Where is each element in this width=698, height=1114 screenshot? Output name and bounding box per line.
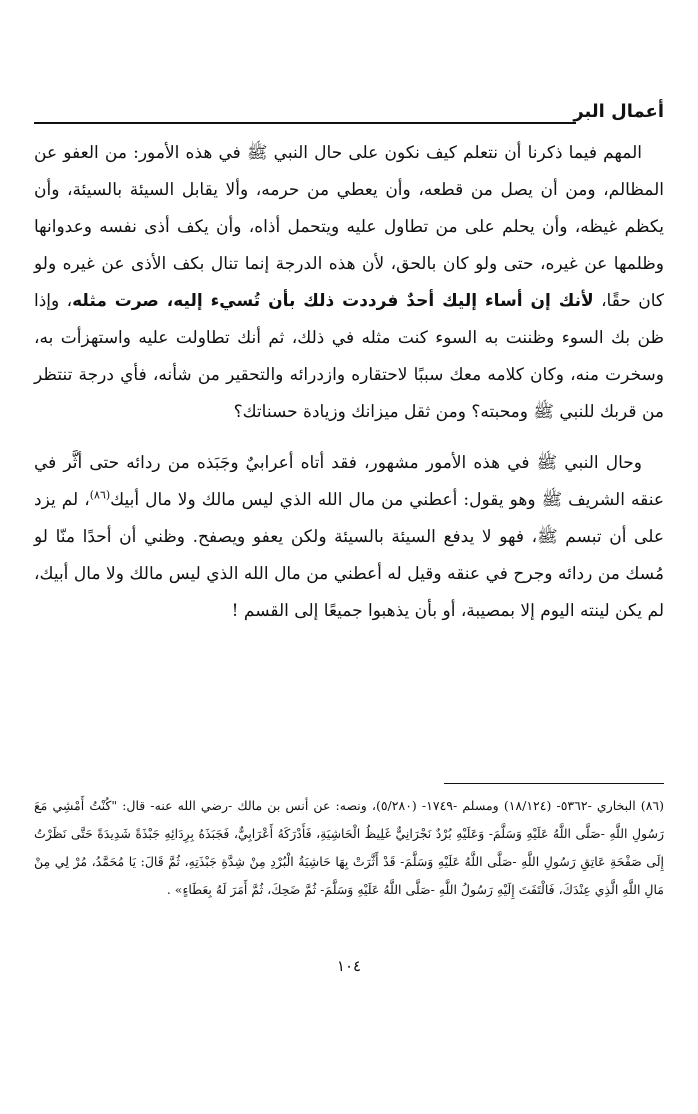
paragraph-1-bold-text: لأنك إن أساء إليك أحدٌ فرددت ذلك بأن تُسيء إليه، صرت مثله <box>72 291 594 311</box>
header-rule <box>34 122 576 124</box>
running-title: أعمال البر <box>573 101 664 122</box>
running-header <box>34 100 664 136</box>
paragraph-1-text-b: ، وإذا ظن بك السوء وظننت به السوء كنت مثله في ذلك، ثم أنك تطاولت عليه واستهزأت به، وسخرت منه، وكان كلامه معك سببًا لاحتقاره وازدرائه والتحقير من شأنه، فأي درجة تنتظر من قربك للنبي ﷺ ومحبته؟ ومن ثقل ميزانك وزيادة حسناتك؟ <box>34 291 664 422</box>
paragraph-2-text-a: وحال النبي ﷺ في هذه الأمور مشهور، فقد أتاه أعرابيٌ وجَبَذه من ردائه حتى أثَّر في عنقه الشريف ﷺ وهو يقول: أعطني من مال الله الذي ليس مالك ولا مال أبيك <box>34 453 664 510</box>
footnotes <box>34 792 664 904</box>
page-number: ١٠٤ <box>336 957 362 975</box>
main-text <box>34 135 664 630</box>
footnote-86: (٨٦) البخاري -٥٣٦٢- (١٨/١٢٤) ومسلم -١٧٤٩- (٥/٢٨٠)، ونصه: عن أنس بن مالك -رضي الله عنه- قال: "كُنْتُ أَمْشِي مَعَ رَسُولِ اللَّهِ -صَلَّى اللَّهُ عَلَيْهِ وَسَلَّمَ- وَعَلَيْهِ بُرْدٌ نَجْرَانِيٌّ غَلِيظُ الْحَاشِيَةِ، فَأَدْرَكَهُ أَعْرَابِيٌّ، فَجَبَذَهُ بِرِدَائِهِ جَبْذَةً شَدِيدَةً حَتَّى نَظَرْتُ إِلَى صَفْحَةِ عَاتِقِ رَسُولِ اللَّهِ -صَلَّى اللَّهُ عَلَيْهِ وَسَلَّمَ- قَدْ أَثَّرَتْ بِهَا حَاشِيَةُ الْبُرْدِ مِنْ شِدَّةِ جَبْذَتِهِ، ثُمَّ قَالَ: يَا مُحَمَّدُ، مُرْ لِي مِنْ مَالِ اللَّهِ الَّذِي عِنْدَكَ، فَالْتَفَتَ إِلَيْهِ رَسُولُ اللَّهِ -صَلَّى اللَّهُ عَلَيْهِ وَسَلَّمَ- ثُمَّ ضَحِكَ، ثُمَّ أَمَرَ لَهُ بِعَطَاءٍ» . <box>34 798 665 897</box>
paragraph-2 <box>34 445 664 630</box>
paragraph-1 <box>34 135 664 431</box>
footnote-separator <box>444 783 664 784</box>
paragraph-1-text-a: المهم فيما ذكرنا أن نتعلم كيف نكون على حال النبي ﷺ في هذه الأمور: من العفو عن المظالم، ومن أن يصل من قطعه، وأن يعطي من حرمه، وألا يقابل السيئة بالسيئة، وأن يكظم غيظه، وأن يحلم على من تطاول عليه ويتحمل أذاه، وأن يكف أذى نفسه وعدوانها وظلمها عن غيره، حتى ولو كان بالحق، لأن هذه الدرجة إنما تنال بكف الأذى عن غيره ولو كان حقًا، <box>34 143 664 311</box>
paragraph-2-text-b: ، لم يزد على أن تبسم ﷺ، فهو لا يدفع السيئة بالسيئة ولكن يعفو ويصفح. وظني أن أحدًا منّا لو مُسك من ردائه وجرح في عنقه وقيل له أعطني من مال الله الذي ليس مالك ولا مال أبيك، لم يكن لينته اليوم إلا بمصيبة، أو بأن يذهبوا جميعًا إلى القسم ! <box>34 490 664 621</box>
footnote-reference-86[interactable]: (٨٦) <box>89 488 111 502</box>
